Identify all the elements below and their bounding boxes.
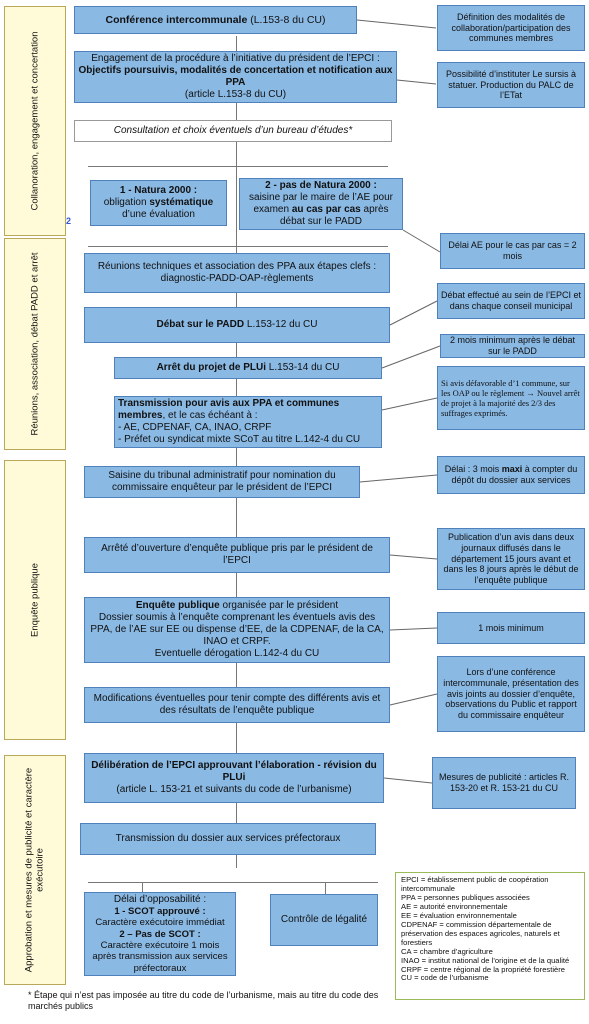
note-sursis-statuer: Possibilité d’instituter Le sursis à statuer. Production du PALC de l’ETat: [437, 62, 585, 108]
step-saisine-tribunal: Saisine du tribunal administratif pour nomination du commissaire enquêteur par le président de l’EPCI: [84, 466, 360, 498]
step-delai-opposabilite: Délai d’opposabilité : 1 - SCOT approuvé : Caractère exécutoire immédiat 2 – Pas de SCOT : Caractère exécutoire 1 mois après transmission aux services préfectoraux: [84, 892, 236, 976]
step-transmission-avis: Transmission pour avis aux PPA et communes membres, et le cas échéant à : - AE, CDPENAF, CA, INAO, CRPF - Préfet ou syndicat mixte SCoT au titre L.142-4 du CU: [114, 396, 382, 448]
phase-enquete: Enquête publique: [4, 460, 66, 740]
legend-item: INAO = institut national de l’origine et de la qualité: [401, 955, 570, 965]
step-natura-2000: 1 - Natura 2000 : obligation systématique d’une évaluation: [90, 180, 227, 226]
connector-controle: [325, 882, 326, 894]
note-publication-avis: Publication d’un avis dans deux journaux diffusés dans le département 15 jours avant et dans les 8 jours après le début de l’enquête publique: [437, 528, 585, 590]
note-delai-trois-mois: Délai : 3 mois maxi à compter du dépôt du dossier aux services: [437, 456, 585, 494]
step-arrete-ouverture: Arrêté d’ouverture d’enquête publique pris par le président de l’EPCI: [84, 537, 390, 573]
step-consultation: Consultation et choix éventuels d’un bureau d’études*: [74, 120, 392, 142]
step-arret-projet: Arrêt du projet de PLUi L.153-14 du CU: [114, 357, 382, 379]
step-pas-natura-2000: 2 - pas de Natura 2000 : saisine par le maire de l’AE pour examen au cas par cas après débat sur le PADD: [239, 178, 403, 230]
legend-item: PPA = personnes publiques associées: [401, 892, 530, 902]
step-deliberation: Délibération de l’EPCI approuvant l’élaboration - révision du PLUi (article L. 153-21 et suivants du code de l’urbanisme): [84, 753, 384, 803]
separator-1: [88, 166, 388, 167]
legend-item: EPCI = établissement public de coopération intercommunale: [401, 875, 549, 893]
note-definition-modalites: Définition des modalités de collaboration/participation des communes membres: [437, 5, 585, 51]
legend-item: AE = autorité environnementale: [401, 901, 508, 911]
note-conference-avis: Lors d’une conférence intercommunale, présentation des avis joints au dossier d’enquête, observations du Public et rapport du commissaire enquêteur: [437, 656, 585, 732]
connector-main: [236, 36, 237, 868]
step-debat-padd: Débat sur le PADD L.153-12 du CU: [84, 307, 390, 343]
phase-approbation: Approbation et mesures de publicité et caractère exécutoire: [4, 755, 66, 985]
legend-item: CDPENAF = commission départementale de préservation des espaces agricoles, naturels et forestiers: [401, 919, 560, 947]
step-enquete-publique: Enquête publique organisée par le président Dossier soumis à l’enquête comprenant les éventuels avis des PPA, de l’AE sur EE ou dispense d’EE, de la CDPENAF, de la CA, INAO et CRPF. Eventuelle dérogation L.142-4 du CU: [84, 597, 390, 663]
step-transmission-prefecture: Transmission du dossier aux services préfectoraux: [80, 823, 376, 855]
step-modifications: Modifications éventuelles pour tenir compte des différents avis et des résultats de l’enquête publique: [84, 687, 390, 723]
step-controle-legalite: Contrôle de légalité: [270, 894, 378, 946]
step-conference: Conférence intercommunale (L.153-8 du CU): [74, 6, 357, 34]
step-reunions: Réunions techniques et association des PPA aux étapes clefs : diagnostic-PADD-OAP-règlements: [84, 253, 390, 293]
phase-concertation: Collanoration, engagement et concertation: [4, 6, 66, 236]
step-marker: 2: [66, 216, 72, 226]
abbreviations-legend: [395, 872, 585, 1000]
note-un-mois: 1 mois minimum: [437, 612, 585, 644]
step-engagement: Engagement de la procédure à l’initiative du président de l’EPCI : Objectifs poursuivis, modalités de concertation et notification aux PPA (article L.153-8 du CU): [74, 51, 397, 103]
legend-item: EE = évaluation environnementale: [401, 910, 517, 920]
legend-item: CU = code de l’urbanisme: [401, 973, 489, 983]
phase-reunions: Réunions, association, débat PADD et arrêt: [4, 238, 66, 450]
legend-item: CRPF = centre régional de la propriété forestière: [401, 964, 565, 974]
note-deux-mois: 2 mois minimum après le débat sur le PADD: [440, 334, 585, 358]
note-mesures-publicite: Mesures de publicité : articles R. 153-20 et R. 153-21 du CU: [432, 757, 576, 809]
footnote: * Étape qui n’est pas imposée au titre du code de l’urbanisme, mais au titre du code des marchés publics: [28, 990, 379, 1011]
note-avis-defavorable: Si avis défavorable d’1 commune, sur les OAP ou le règlement → Nouvel arrêt de projet à la majorité des 2/3 des suffrages exprimés.: [437, 366, 585, 430]
note-delai-ae: Délai AE pour le cas par cas = 2 mois: [440, 233, 585, 269]
note-debat-effectue: Débat effectué au sein de l’EPCI et dans chaque conseil municipal: [437, 283, 585, 319]
connector-delai: [142, 882, 143, 892]
separator-3: [88, 882, 378, 883]
separator-2: [88, 246, 388, 247]
legend-item: CA = chambre d’agriculture: [401, 946, 493, 956]
